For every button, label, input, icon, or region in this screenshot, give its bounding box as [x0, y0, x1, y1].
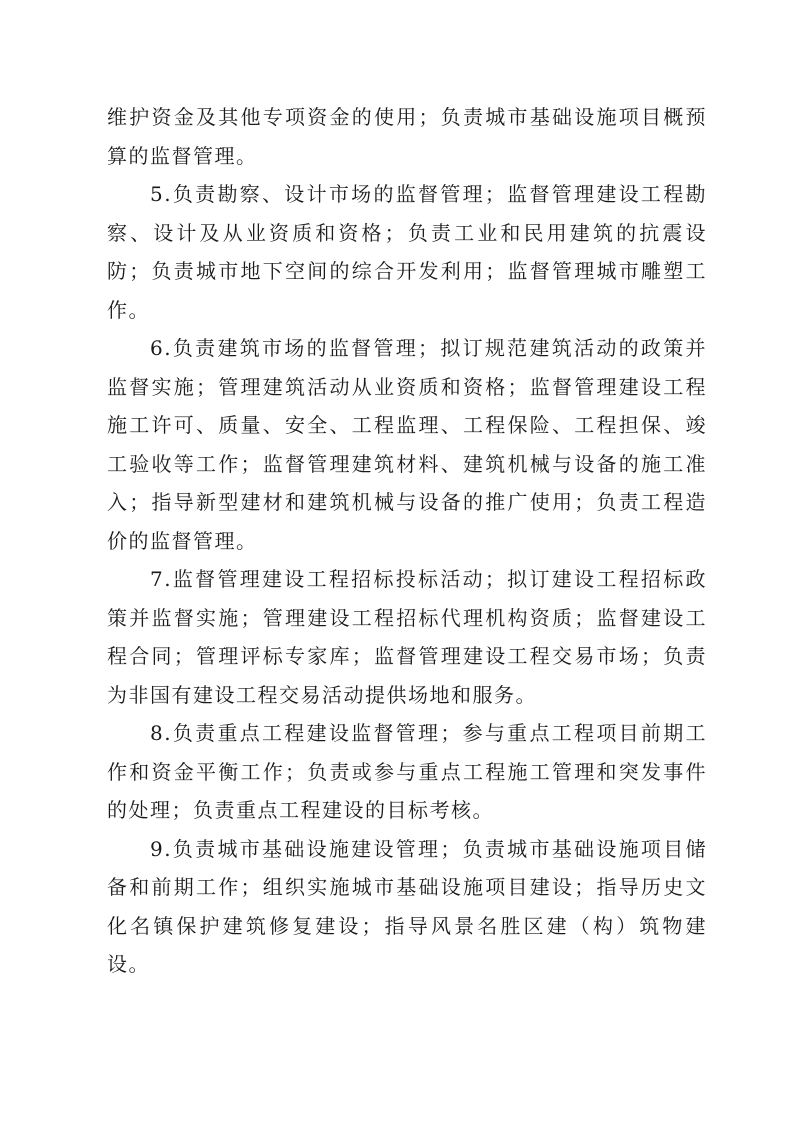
paragraph-item-8: 8.负责重点工程建设监督管理；参与重点工程项目前期工作和资金平衡工作；负责或参与重点工程施工管理和突发事件的处理；负责重点工程建设的目标考核。	[107, 721, 707, 822]
paragraph-item-7: 7.监督管理建设工程招标投标活动；拟订建设工程招标政策并监督实施；管理建设工程招标代理机构资质；监督建设工程合同；管理评标专家库；监督管理建设工程交易市场；负责为非国有建设工程交易活动提供场地和服务。	[107, 567, 707, 707]
document-body	[107, 98, 707, 984]
paragraph-item-9: 9.负责城市基础设施建设管理；负责城市基础设施项目储备和前期工作；组织实施城市基础设施项目建设；指导历史文化名镇保护建筑修复建设；指导风景名胜区建（构）筑物建设。	[107, 836, 707, 976]
paragraph-item-5: 5.负责勘察、设计市场的监督管理；监督管理建设工程勘察、设计及从业资质和资格；负责工业和民用建筑的抗震设防；负责城市地下空间的综合开发利用；监督管理城市雕塑工作。	[107, 182, 707, 322]
paragraph-continuation: 维护资金及其他专项资金的使用；负责城市基础设施项目概预算的监督管理。	[107, 105, 707, 168]
paragraph-item-6: 6.负责建筑市场的监督管理；拟订规范建筑活动的政策并监督实施；管理建筑活动从业资质和资格；监督管理建设工程施工许可、质量、安全、工程监理、工程保险、工程担保、竣工验收等工作；监督管理建筑材料、建筑机械与设备的施工准入；指导新型建材和建筑机械与设备的推广使用；负责工程造价的监督管理。	[107, 336, 707, 553]
